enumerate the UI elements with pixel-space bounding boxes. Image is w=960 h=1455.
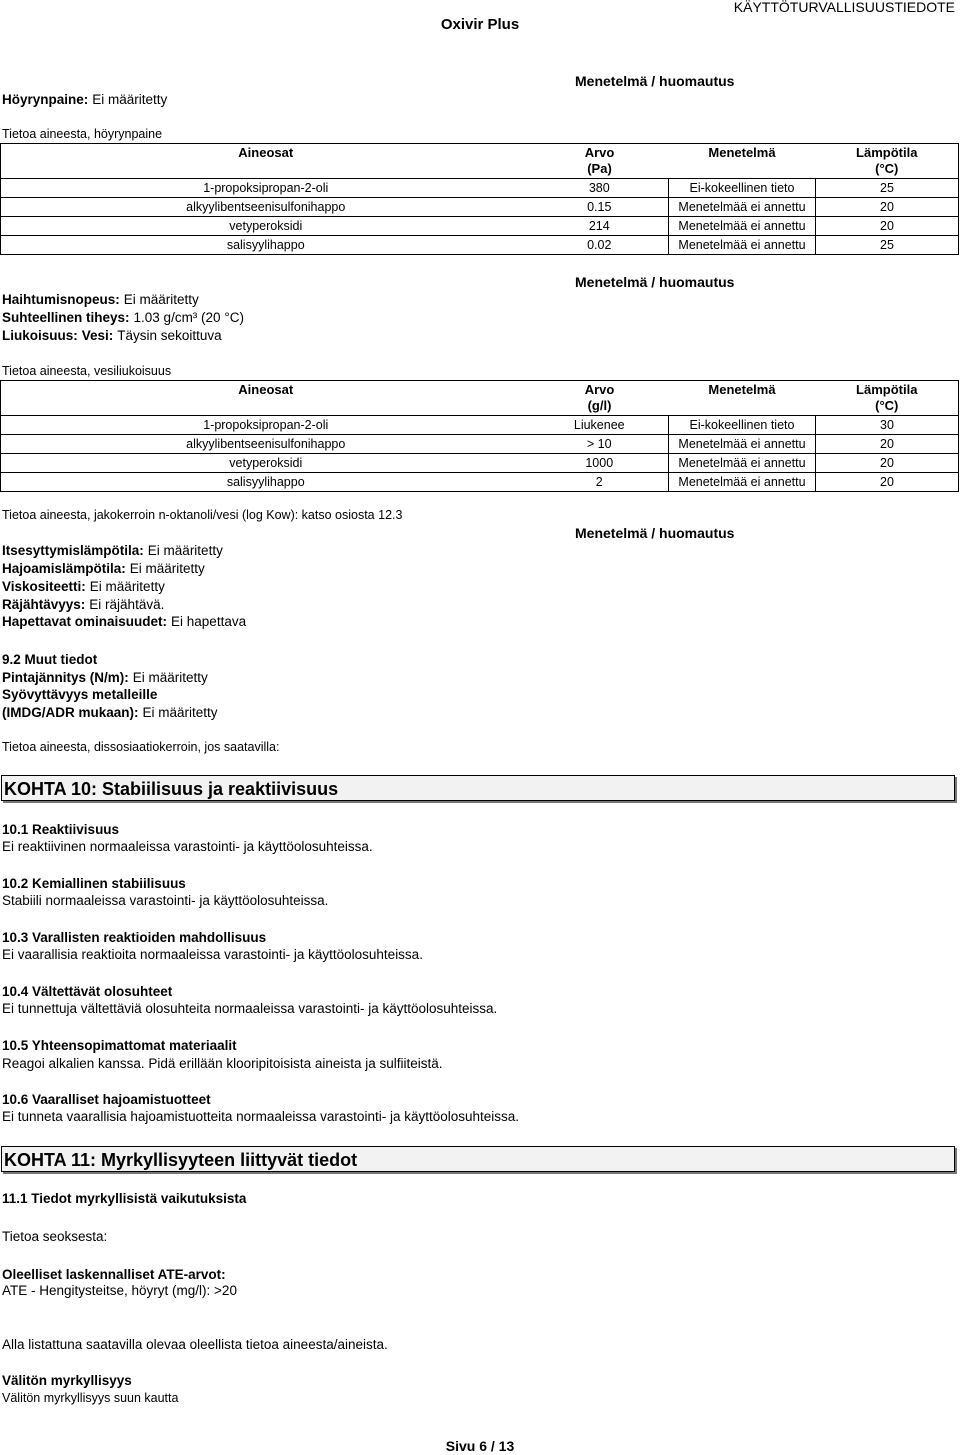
vapour-pressure	[2, 91, 167, 109]
property-label: Hapettavat ominaisuudet:	[2, 614, 168, 629]
cell-substance: 1-propoksipropan-2-oli	[1, 179, 531, 198]
solubility-caption: Tietoa aineesta, vesiliukoisuus	[2, 364, 172, 378]
relative-density-value: 1.03 g/cm³ (20 °C)	[133, 310, 244, 325]
method-note-heading: Menetelmä / huomautus	[575, 73, 735, 89]
subsection-text: Reagoi alkalien kanssa. Pidä erillään klooripitoisista aineista ja sulfiiteistä.	[2, 1056, 443, 1071]
corrosive-value: Ei määritetty	[142, 705, 218, 720]
evaporation-rate-value: Ei määritetty	[123, 292, 199, 307]
property-value: Ei määritetty	[89, 579, 165, 594]
subsection-heading: 10.3 Varallisten reaktioiden mahdollisuus	[2, 930, 267, 945]
cell-substance: vetyperoksidi	[1, 454, 531, 473]
solubility-medium: Vesi:	[81, 328, 114, 343]
surface-tension-label: Pintajännitys (N/m):	[2, 670, 129, 685]
section-11-title: KOHTA 11: Myrkyllisyyteen liittyvät tiedot	[1, 1146, 955, 1172]
subsection-heading: 10.2 Kemiallinen stabiilisuus	[2, 876, 186, 891]
cell-method: Menetelmää ei annettu	[669, 473, 816, 492]
document-type: KÄYTTÖTURVALLISUUSTIEDOTE	[733, 0, 955, 15]
property-label: Räjähtävyys:	[2, 597, 86, 612]
method-note-heading: Menetelmä / huomautus	[575, 525, 735, 541]
ate-heading: Oleelliset laskennalliset ATE-arvot:	[2, 1267, 226, 1282]
surface-tension-value: Ei määritetty	[132, 670, 208, 685]
cell-value: 380	[531, 179, 669, 198]
evaporation-rate-label: Haihtumisnopeus:	[2, 292, 120, 307]
cell-method: Menetelmää ei annettu	[669, 198, 816, 217]
solubility-label: Liukoisuus:	[2, 328, 78, 343]
relative-density-label: Suhteellinen tiheys:	[2, 310, 130, 325]
dissociation-note: Tietoa aineesta, dissosiaatiokerroin, jos saatavilla:	[2, 740, 280, 754]
property-label: Hajoamislämpötila:	[2, 561, 126, 576]
cell-method: Menetelmää ei annettu	[669, 217, 816, 236]
cell-value: Liukenee	[531, 416, 669, 435]
property-label: Itsesyttymislämpötila:	[2, 543, 144, 558]
cell-method: Menetelmää ei annettu	[669, 236, 816, 255]
corrosive	[2, 704, 218, 722]
cell-value: 2	[531, 473, 669, 492]
cell-method: Menetelmää ei annettu	[669, 435, 816, 454]
cell-value: 0.02	[531, 236, 669, 255]
table-row	[1, 473, 959, 492]
other-info-heading: 9.2 Muut tiedot	[2, 652, 98, 667]
subsection-text: Stabiili normaaleissa varastointi- ja käyttöolosuhteissa.	[2, 893, 329, 908]
property-row	[2, 596, 164, 614]
property-row	[2, 542, 223, 560]
table-header-row	[1, 381, 959, 416]
col-value: Arvo (Pa)	[531, 144, 669, 179]
table-row	[1, 435, 959, 454]
cell-value: 1000	[531, 454, 669, 473]
cell-value: > 10	[531, 435, 669, 454]
cell-temperature: 20	[816, 198, 959, 217]
cell-temperature: 20	[816, 473, 959, 492]
corrosive-label-line2: (IMDG/ADR mukaan):	[2, 705, 139, 720]
cell-temperature: 20	[816, 454, 959, 473]
corrosive-label-line1: Syövyttävyys metalleille	[2, 687, 158, 702]
acute-toxicity-heading: Välitön myrkyllisyys	[2, 1373, 132, 1388]
property-row	[2, 578, 165, 596]
col-temperature: Lämpötila (°C)	[816, 381, 959, 416]
cell-substance: vetyperoksidi	[1, 217, 531, 236]
vapour-pressure-table	[0, 143, 959, 255]
cell-substance: alkyylibentseenisulfonihappo	[1, 198, 531, 217]
cell-temperature: 30	[816, 416, 959, 435]
table-row	[1, 198, 959, 217]
table-row	[1, 236, 959, 255]
cell-substance: salisyylihappo	[1, 473, 531, 492]
solubility-value: Täysin sekoittuva	[117, 328, 222, 343]
surface-tension	[2, 669, 208, 687]
section-11-subheading: 11.1 Tiedot myrkyllisistä vaikutuksista	[2, 1191, 247, 1206]
cell-temperature: 20	[816, 217, 959, 236]
vapour-pressure-label: Höyrynpaine:	[2, 92, 89, 107]
col-temperature: Lämpötila (°C)	[816, 144, 959, 179]
property-value: Ei määritetty	[129, 561, 205, 576]
col-method: Menetelmä	[669, 381, 816, 416]
cell-value: 0.15	[531, 198, 669, 217]
mixture-label: Tietoa seoksesta:	[2, 1229, 108, 1244]
cell-temperature: 20	[816, 435, 959, 454]
cell-method: Menetelmää ei annettu	[669, 454, 816, 473]
subsection-text: Ei reaktiivinen normaaleissa varastointi- ja käyttöolosuhteissa.	[2, 839, 373, 854]
cell-substance: alkyylibentseenisulfonihappo	[1, 435, 531, 454]
property-value: Ei määritetty	[147, 543, 223, 558]
col-method: Menetelmä	[669, 144, 816, 179]
table-row	[1, 217, 959, 236]
relative-density	[2, 309, 244, 327]
solubility-table	[0, 380, 959, 492]
cell-temperature: 25	[816, 236, 959, 255]
subsection-heading: 10.1 Reaktiivisuus	[2, 822, 120, 837]
page-number: Sivu 6 / 13	[445, 1438, 515, 1454]
property-row	[2, 613, 246, 631]
method-note-heading: Menetelmä / huomautus	[575, 274, 735, 290]
property-row	[2, 560, 205, 578]
product-name: Oxivir Plus	[440, 16, 520, 33]
col-substance: Aineosat	[1, 381, 531, 416]
col-substance: Aineosat	[1, 144, 531, 179]
cell-method: Ei-kokeellinen tieto	[669, 416, 816, 435]
ate-value: ATE - Hengitysteitse, höyryt (mg/l): >20	[2, 1283, 237, 1298]
table-row	[1, 454, 959, 473]
cell-temperature: 25	[816, 179, 959, 198]
evaporation-rate	[2, 291, 199, 309]
property-value: Ei hapettava	[171, 614, 247, 629]
cell-substance: 1-propoksipropan-2-oli	[1, 416, 531, 435]
subsection-heading: 10.6 Vaaralliset hajoamistuotteet	[2, 1092, 211, 1107]
subsection-text: Ei tunnettuja vältettäviä olosuhteita normaaleissa varastointi- ja käyttöolosuhteissa.	[2, 1001, 498, 1016]
vapour-pressure-value: Ei määritetty	[92, 92, 168, 107]
subsection-heading: 10.4 Vältettävät olosuhteet	[2, 984, 173, 999]
listing-note: Alla listattuna saatavilla olevaa oleellista tietoa aineesta/aineista.	[2, 1337, 388, 1352]
partition-coefficient-note: Tietoa aineesta, jakokerroin n-oktanoli/vesi (log Kow): katso osiosta 12.3	[2, 508, 403, 522]
acute-toxicity-oral: Välitön myrkyllisyys suun kautta	[2, 1391, 179, 1405]
subsection-text: Ei tunneta vaarallisia hajoamistuotteita normaaleissa varastointi- ja käyttöolosuhteissa.	[2, 1109, 520, 1124]
cell-method: Ei-kokeellinen tieto	[669, 179, 816, 198]
col-value: Arvo (g/l)	[531, 381, 669, 416]
section-10-title: KOHTA 10: Stabiilisuus ja reaktiivisuus	[1, 775, 955, 801]
cell-value: 214	[531, 217, 669, 236]
solubility	[2, 327, 222, 345]
subsection-heading: 10.5 Yhteensopimattomat materiaalit	[2, 1038, 237, 1053]
property-label: Viskositeetti:	[2, 579, 86, 594]
subsection-text: Ei vaarallisia reaktioita normaaleissa varastointi- ja käyttöolosuhteissa.	[2, 947, 423, 962]
cell-substance: salisyylihappo	[1, 236, 531, 255]
table-row	[1, 416, 959, 435]
vapour-pressure-caption: Tietoa aineesta, höyrynpaine	[2, 127, 163, 141]
table-row	[1, 179, 959, 198]
property-value: Ei räjähtävä.	[89, 597, 165, 612]
table-header-row	[1, 144, 959, 179]
